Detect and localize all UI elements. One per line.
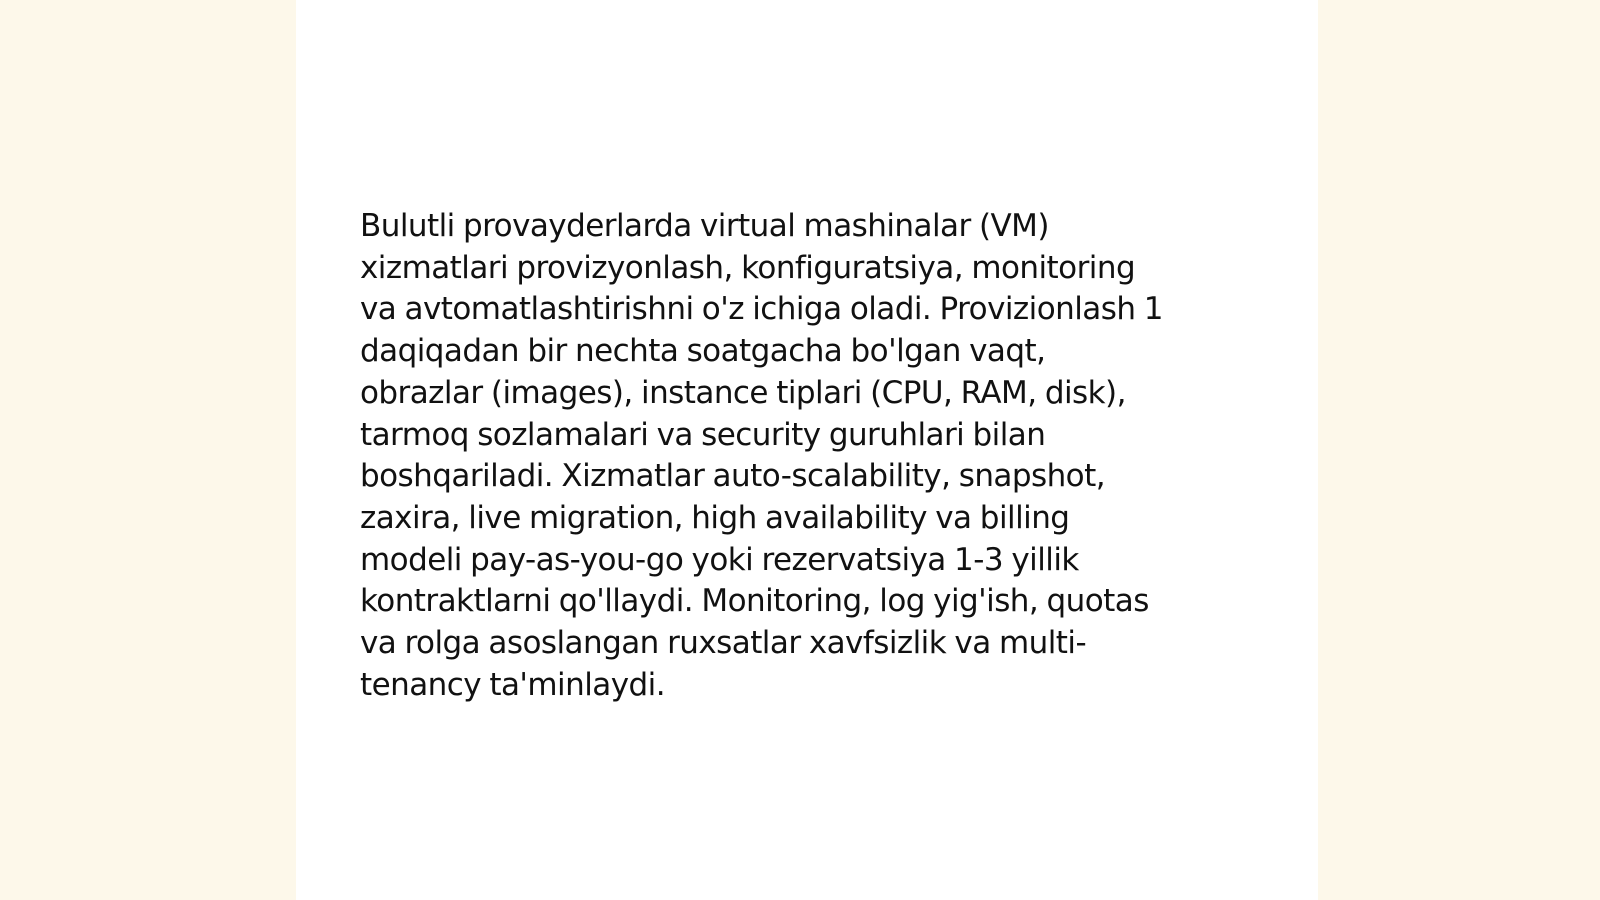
document-page xyxy=(296,0,1318,900)
body-paragraph: Bulutli provayderlarda virtual mashinalar (VM) xizmatlari provizyonlash, konfiguratsiya, monitoring va avtomatlashtirishni o'z ichiga oladi. Provizionlash 1 daqiqadan bir nechta soatgacha bo'lgan vaqt, obrazlar (images), instance tiplari (CPU, RAM, disk), tarmoq sozlamalari va security guruhlari bilan boshqariladi. Xizmatlar auto-scalability, snapshot, zaxira, live migration, high availability va billing modeli pay-as-you-go yoki rezervatsiya 1-3 yillik kontraktlarni qo'llaydi. Monitoring, log yig'ish, quotas va rolga asoslangan ruxsatlar xavfsizlik va multi- tenancy ta'minlaydi. xyxy=(360,208,1163,703)
